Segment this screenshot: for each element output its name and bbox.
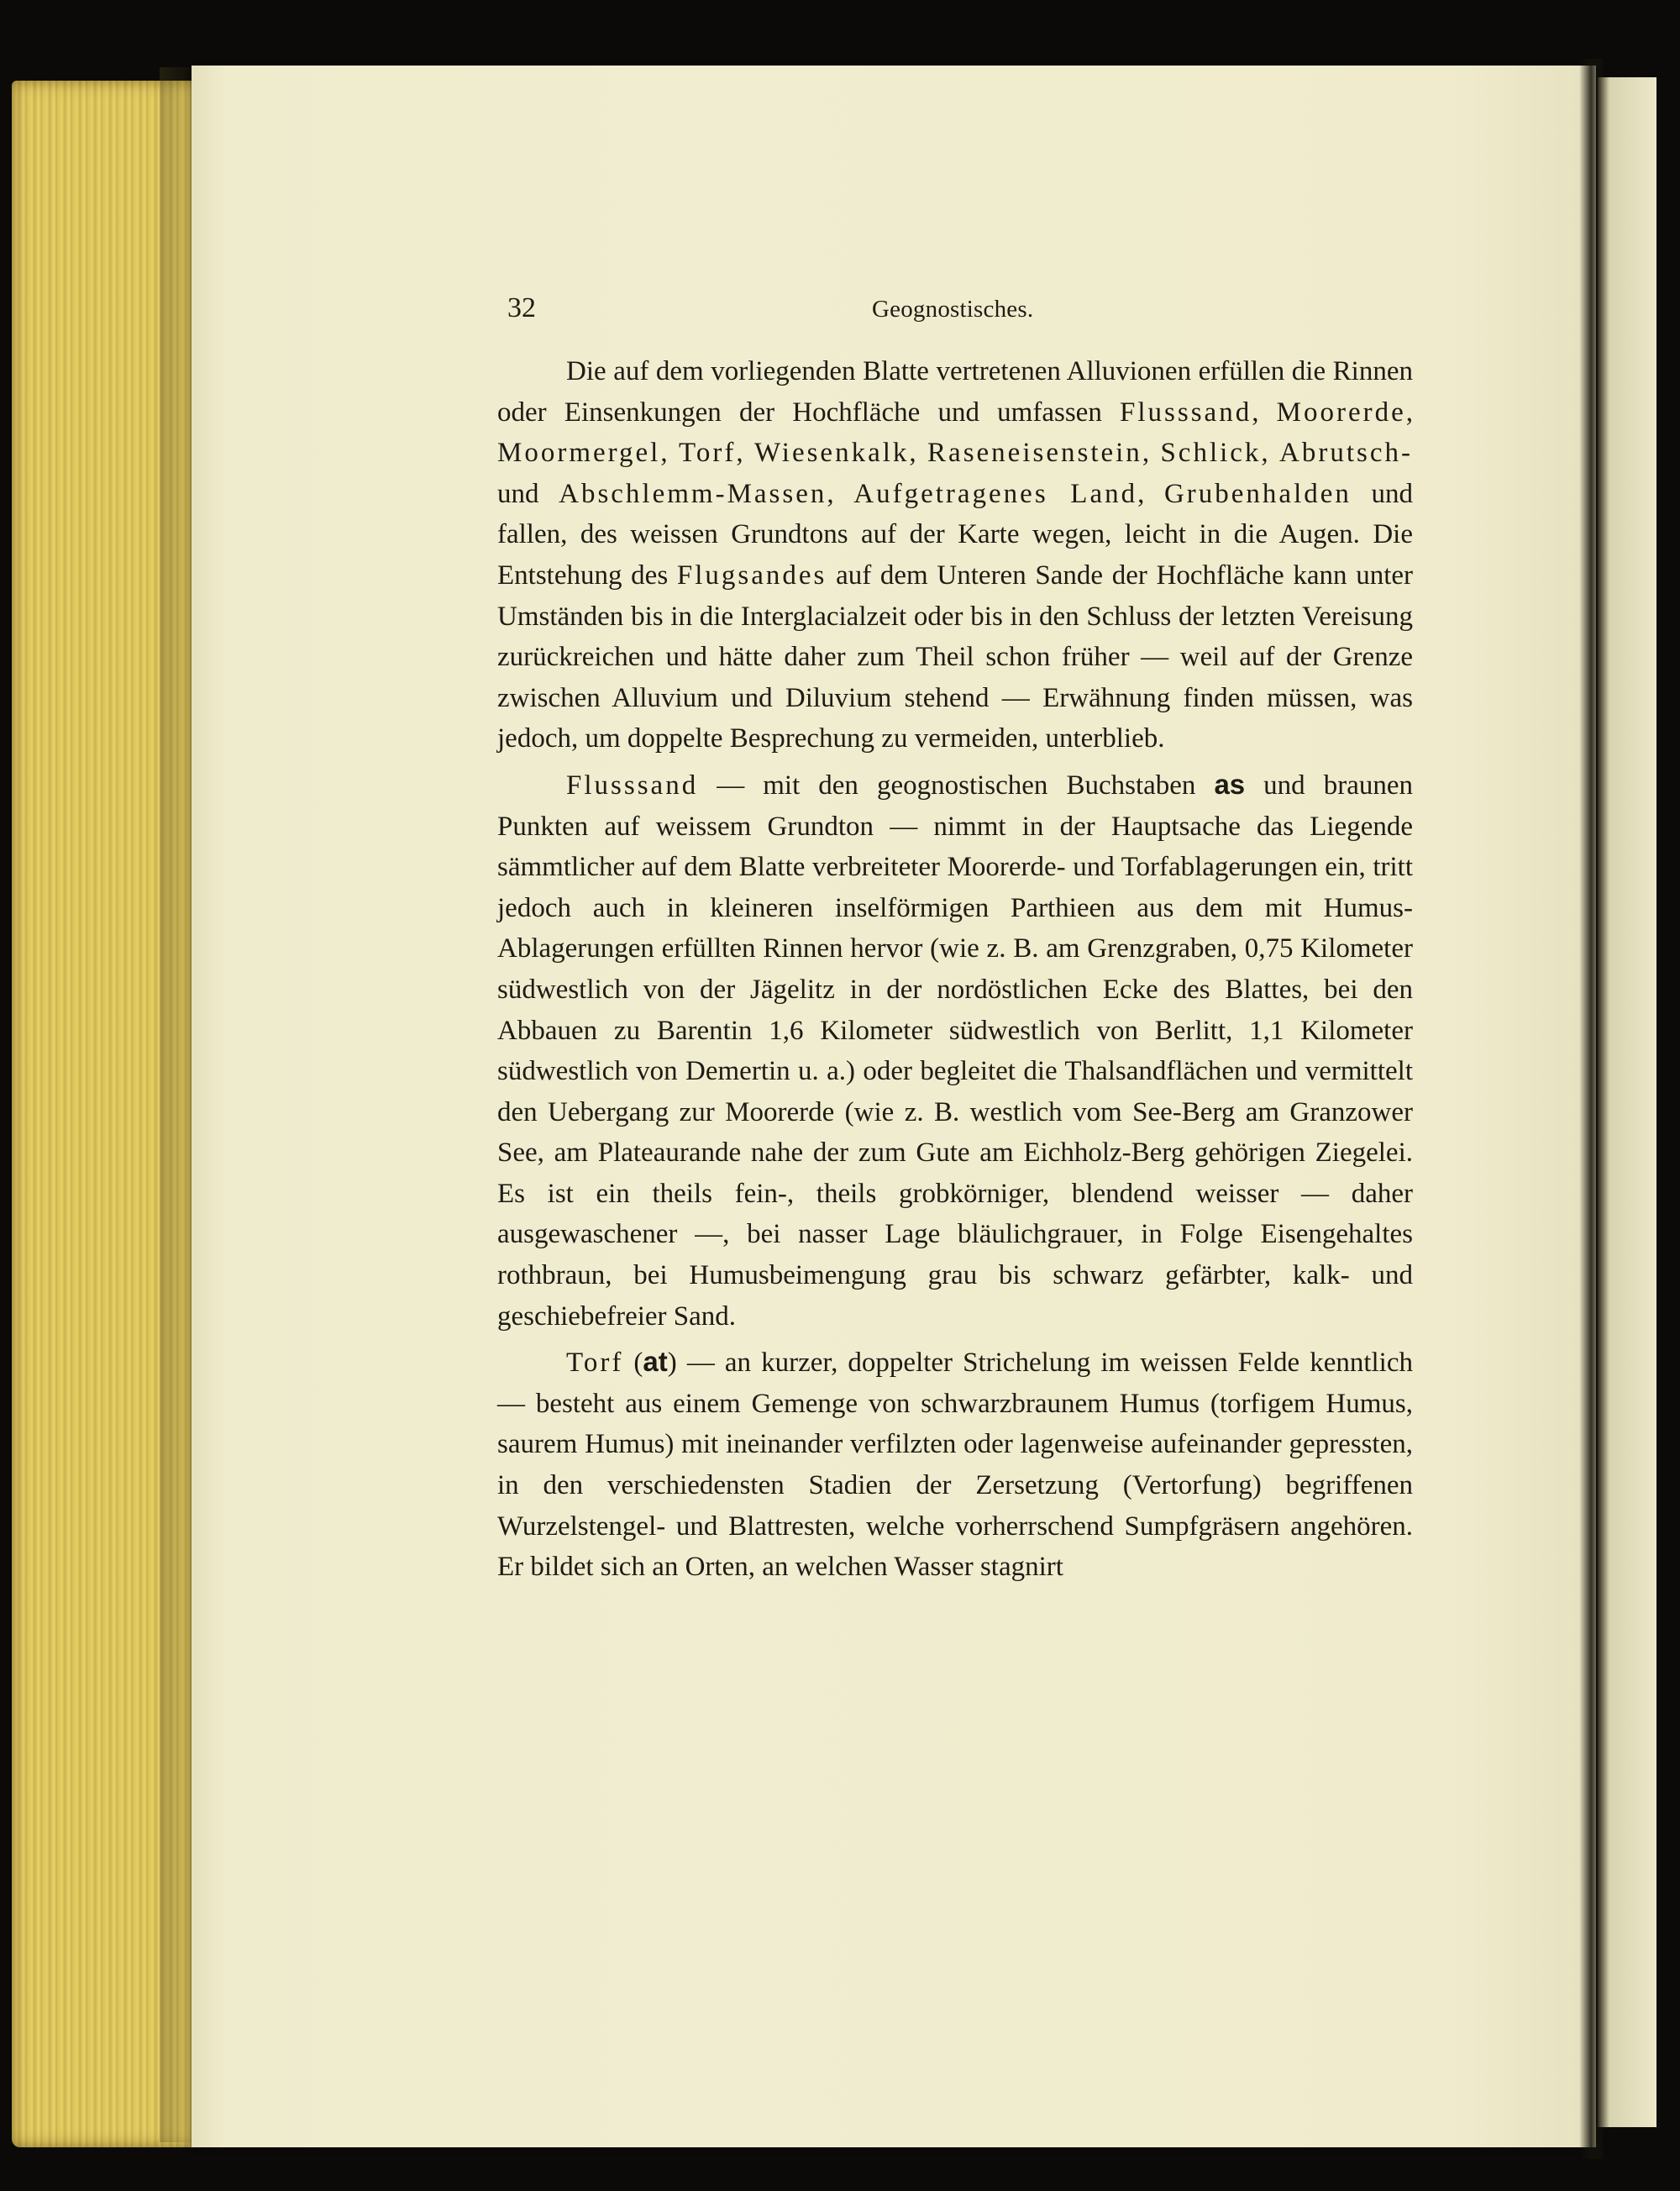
paragraph-alluvionen (497, 351, 1413, 759)
text-run: , (909, 438, 928, 469)
text-run: und fallen, des weissen Grundtons auf der Karte wegen, leicht in die Augen. Die Entstehung des (497, 478, 1413, 591)
text-run: , (1252, 397, 1277, 428)
term-raseneisenstein: Raseneisenstein (927, 438, 1142, 469)
text-run: und (497, 478, 559, 509)
text-run: , (736, 438, 754, 469)
map-symbol-at: at (643, 1346, 668, 1378)
term-grubenhalden: Grubenhalden (1163, 478, 1352, 509)
term-abrutsch: Abrutsch- (1279, 438, 1414, 469)
term-aufgetragenes-land: Aufgetragenes Land (853, 478, 1138, 509)
paragraph-flusssand (497, 764, 1413, 1337)
text-run: — mit den geognostischen Buchstaben (698, 770, 1215, 801)
page-number: 32 (507, 292, 536, 323)
term-schlick: Schlick (1160, 438, 1262, 469)
map-symbol-as: as (1214, 768, 1246, 800)
term-wiesenkalk: Wiesenkalk (753, 438, 910, 469)
term-moorerde: Moorerde (1276, 397, 1406, 428)
facing-page-edge (1598, 77, 1656, 2127)
text-run: , (1137, 478, 1164, 509)
text-run: Die auf dem vorliegenden Blatte vertretenen Alluvionen erfüllen die Rinnen oder Einsenkungen der Hochfläche und umfassen (497, 356, 1413, 428)
term-torf-heading: Torf (566, 1348, 624, 1379)
term-flusssand: Flusssand (1120, 397, 1252, 428)
term-flusssand-heading: Flusssand (566, 770, 699, 801)
text-run: , (1261, 438, 1280, 469)
text-run: auf dem Unteren Sande der Hochfläche kann unter Umständen bis in die Interglacialzeit oder bis in den Schluss der letzten Vereisung zurückreichen und hätte daher zum Theil schon früher — weil auf der Grenze zwischen Alluvium und Diluvium stehend — Erwähnung finden müssen, was jedoch, um doppelte Besprechung zu vermeiden, unterblieb. (497, 560, 1413, 754)
text-run: , (827, 478, 854, 509)
paragraph-torf (497, 1342, 1413, 1588)
running-head: Geognostisches. (872, 296, 1034, 323)
page-header (507, 292, 1045, 334)
term-flugsandes: Flugsandes (676, 560, 827, 591)
text-run: , (1405, 397, 1414, 428)
term-abschlemm-massen: Abschlemm-Massen (559, 478, 827, 509)
text-run: ( (623, 1348, 643, 1379)
text-run: ) — an kurzer, doppelter Strichelung im weissen Felde kenntlich — besteht aus einem Gemenge von schwarzbraunem Humus (torfigem Humus, saurem Humus) mit ineinander verfilzten oder lagenweise aufeinander gepressten, in den verschiedensten Stadien der Zersetzung (Vertorfung) begriffenen Wurzelstengel- und Blattresten, welche vorherrschend Sumpfgräsern angehören. Er bildet sich an Orten, an welchen Wasser stagnirt (497, 1348, 1413, 1583)
term-torf: Torf (678, 438, 737, 469)
text-run: und braunen Punkten auf weissem Grundton — nimmt in der Hauptsache das Liegende sämmtlicher auf dem Blatte verbreiteter Moorerde- und Torfablagerungen ein, tritt jedoch auch in kleineren inselförmigen Parthieen aus dem mit Humus-Ablagerungen erfüllten Rinnen hervor (wie z. B. am Grenzgraben, 0,75 Kilometer südwestlich von der Jägelitz in der nordöstlichen Ecke des Blattes, bei den Abbauen zu Barentin 1,6 Kilometer südwestlich von Berlitt, 1,1 Kilometer südwestlich von Demertin u. a.) oder begleitet die Thalsandflächen und vermittelt den Uebergang zur Moorerde (wie z. B. westlich vom See-Berg am Granzower See, am Plateaurande nahe der zum Gute am Eichholz-Berg gehörigen Ziegelei. Es ist ein theils fein-, theils grobkörniger, blendend weisser — daher ausgewaschener —, bei nasser Lage bläulichgrauer, in Folge Eisengehaltes rothbraun, bei Humusbeimengung grau bis schwarz gefärbter, kalk- und geschiebefreier Sand. (497, 770, 1413, 1332)
text-run: , (1142, 438, 1161, 469)
text-run: , (660, 438, 679, 469)
body-text (497, 351, 1413, 1593)
term-moormergel: Moormergel (497, 438, 661, 469)
